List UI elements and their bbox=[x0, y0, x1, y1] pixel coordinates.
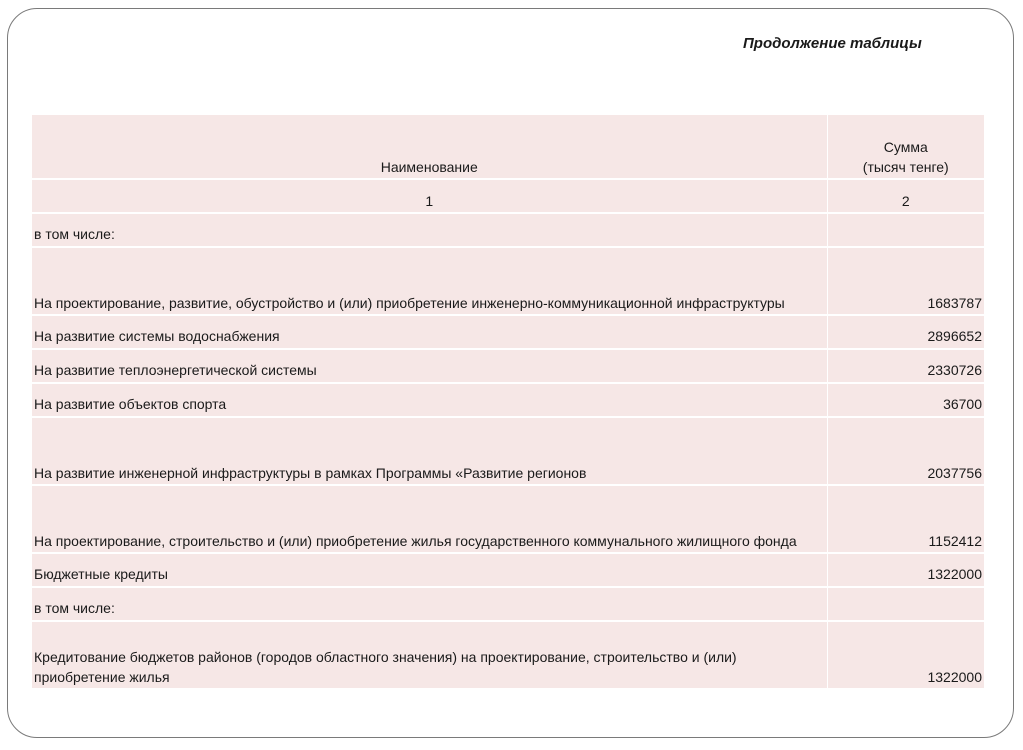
row-name: Бюджетные кредиты bbox=[32, 553, 827, 587]
table-row bbox=[32, 213, 984, 247]
budget-table bbox=[32, 115, 984, 690]
column-number-row bbox=[32, 179, 984, 213]
row-value: 2037756 bbox=[827, 417, 984, 485]
row-name: На проектирование, развитие, обустройство и (или) приобретение инженерно-коммуникационной инфраструктуры bbox=[32, 247, 827, 315]
row-value: 1683787 bbox=[827, 247, 984, 315]
table-header-row bbox=[32, 115, 984, 179]
row-name: На развитие системы водоснабжения bbox=[32, 315, 827, 349]
table-row bbox=[32, 621, 984, 689]
row-name: На развитие объектов спорта bbox=[32, 383, 827, 417]
table-row bbox=[32, 417, 984, 485]
row-name: На развитие инженерной инфраструктуры в рамках Программы «Развитие регионов bbox=[32, 417, 827, 485]
row-name: На развитие теплоэнергетической системы bbox=[32, 349, 827, 383]
column-number-2: 2 bbox=[827, 179, 984, 213]
table-row bbox=[32, 349, 984, 383]
row-name: в том числе: bbox=[32, 213, 827, 247]
row-value: 1152412 bbox=[827, 485, 984, 553]
row-value: 1322000 bbox=[827, 621, 984, 689]
column-number-1: 1 bbox=[32, 179, 827, 213]
table-row bbox=[32, 247, 984, 315]
header-sum-unit: (тысяч тенге) bbox=[862, 159, 949, 175]
row-value: 1322000 bbox=[827, 553, 984, 587]
row-name: Кредитование бюджетов районов (городов областного значения) на проектирование, строительство и (или) приобретение жилья bbox=[32, 621, 827, 689]
row-value: 36700 bbox=[827, 383, 984, 417]
row-value: 2896652 bbox=[827, 315, 984, 349]
row-name: в том числе: bbox=[32, 587, 827, 621]
header-name-cell: Наименование bbox=[32, 115, 827, 179]
table-row bbox=[32, 485, 984, 553]
table-row bbox=[32, 587, 984, 621]
table-row bbox=[32, 553, 984, 587]
table-row bbox=[32, 383, 984, 417]
row-value bbox=[827, 587, 984, 621]
header-sum-cell bbox=[827, 115, 984, 179]
row-name: На проектирование, строительство и (или) приобретение жилья государственного коммунального жилищного фонда bbox=[32, 485, 827, 553]
header-sum-label: Сумма bbox=[883, 139, 928, 155]
row-value bbox=[827, 213, 984, 247]
table-row bbox=[32, 315, 984, 349]
row-value: 2330726 bbox=[827, 349, 984, 383]
table-caption: Продолжение таблицы bbox=[743, 35, 922, 52]
